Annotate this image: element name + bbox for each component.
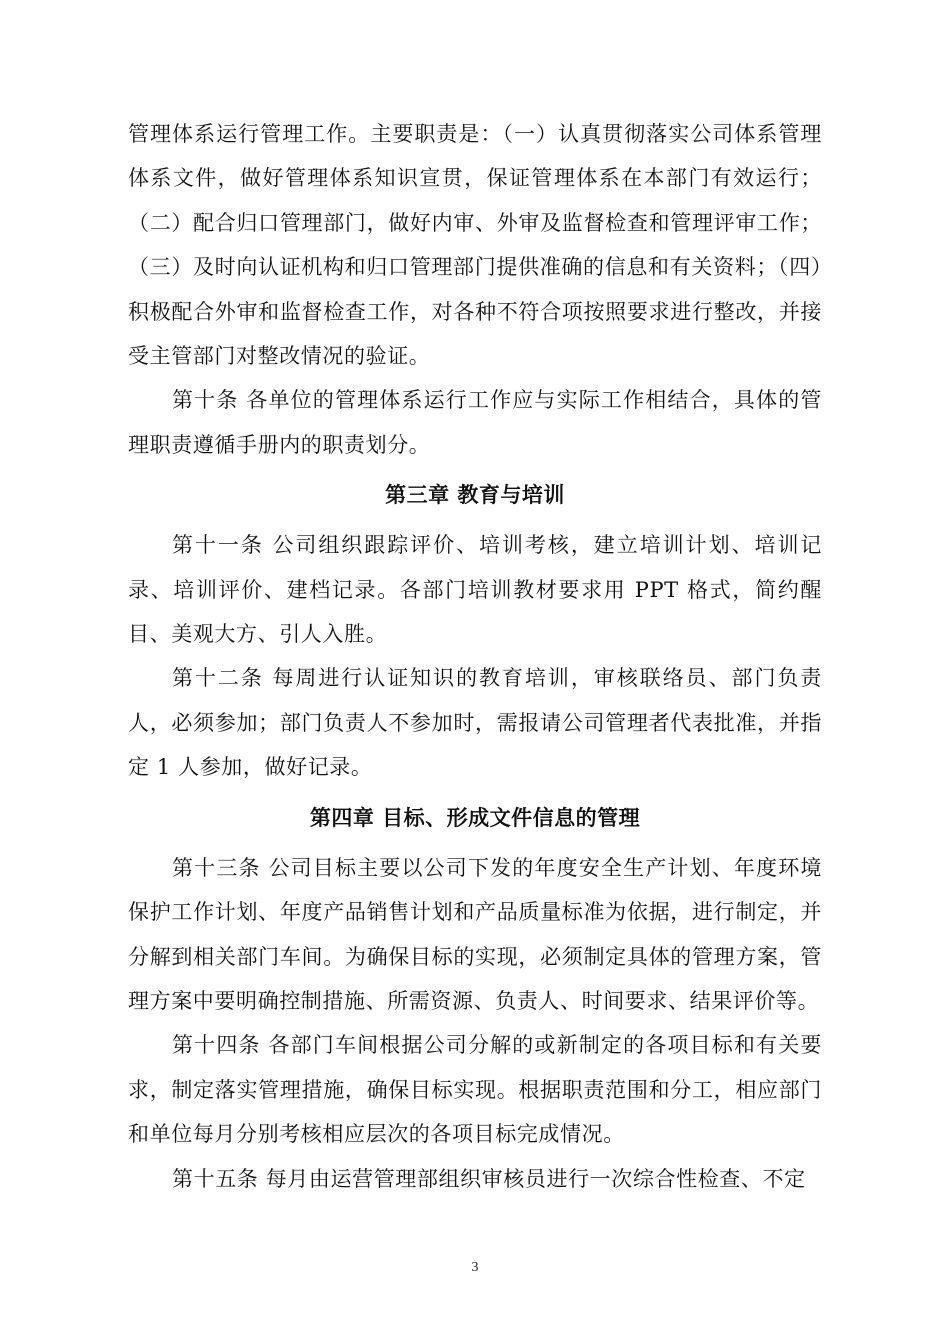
paragraph-article-11: 第十一条 公司组织跟踪评价、培训考核，建立培训计划、培训记录、培训评价、建档记录。各部门培训教材要求用 PPT 格式，简约醒目、美观大方、引人入胜。 bbox=[128, 533, 822, 647]
page-number: 3 bbox=[471, 1260, 479, 1275]
paragraph-article-14: 第十四条 各部门车间根据公司分解的或新制定的各项目标和有关要求，制定落实管理措施，确保目标实现。根据职责范围和分工，相应部门和单位每月分别考核相应层次的各项目标完成情况。 bbox=[128, 1033, 822, 1147]
paragraph-article-13: 第十三条 公司目标主要以公司下发的年度安全生产计划、年度环境保护工作计划、年度产品销售计划和产品质量标准为依据，进行制定，并分解到相关部门车间。为确保目标的实现，必须制定具体的管理方案，管理方案中要明确控制措施、所需资源、负责人、时间要求、结果评价等。 bbox=[128, 855, 822, 1013]
chapter-4-heading: 第四章 目标、形成文件信息的管理 bbox=[309, 805, 641, 830]
paragraph-article-15: 第十五条 每月由运营管理部组织审核员进行一次综合性检查、不定 bbox=[172, 1166, 806, 1191]
document-body bbox=[128, 112, 822, 1201]
chapter-3-heading: 第三章 教育与培训 bbox=[385, 483, 565, 508]
paragraph-article-12: 第十二条 每周进行认证知识的教育培训，审核联络员、部门负责人，必须参加；部门负责人不参加时，需报请公司管理者代表批准，并指定 1 人参加，做好记录。 bbox=[128, 666, 822, 780]
paragraph-article-10: 第十条 各单位的管理体系运行工作应与实际工作相结合，具体的管理职责遵循手册内的职责划分。 bbox=[128, 388, 822, 457]
paragraph-continuation-duties: 管理体系运行管理工作。主要职责是：（一）认真贯彻落实公司体系管理体系文件，做好管理体系知识宣贯，保证管理体系在本部门有效运行；（二）配合归口管理部门，做好内审、外审及监督检查和管理评审工作；（三）及时向认证机构和归口管理部门提供准确的信息和有关资料；（四）积极配合外审和监督检查工作，对各种不符合项按照要求进行整改，并接受主管部门对整改情况的验证。 bbox=[128, 122, 822, 369]
